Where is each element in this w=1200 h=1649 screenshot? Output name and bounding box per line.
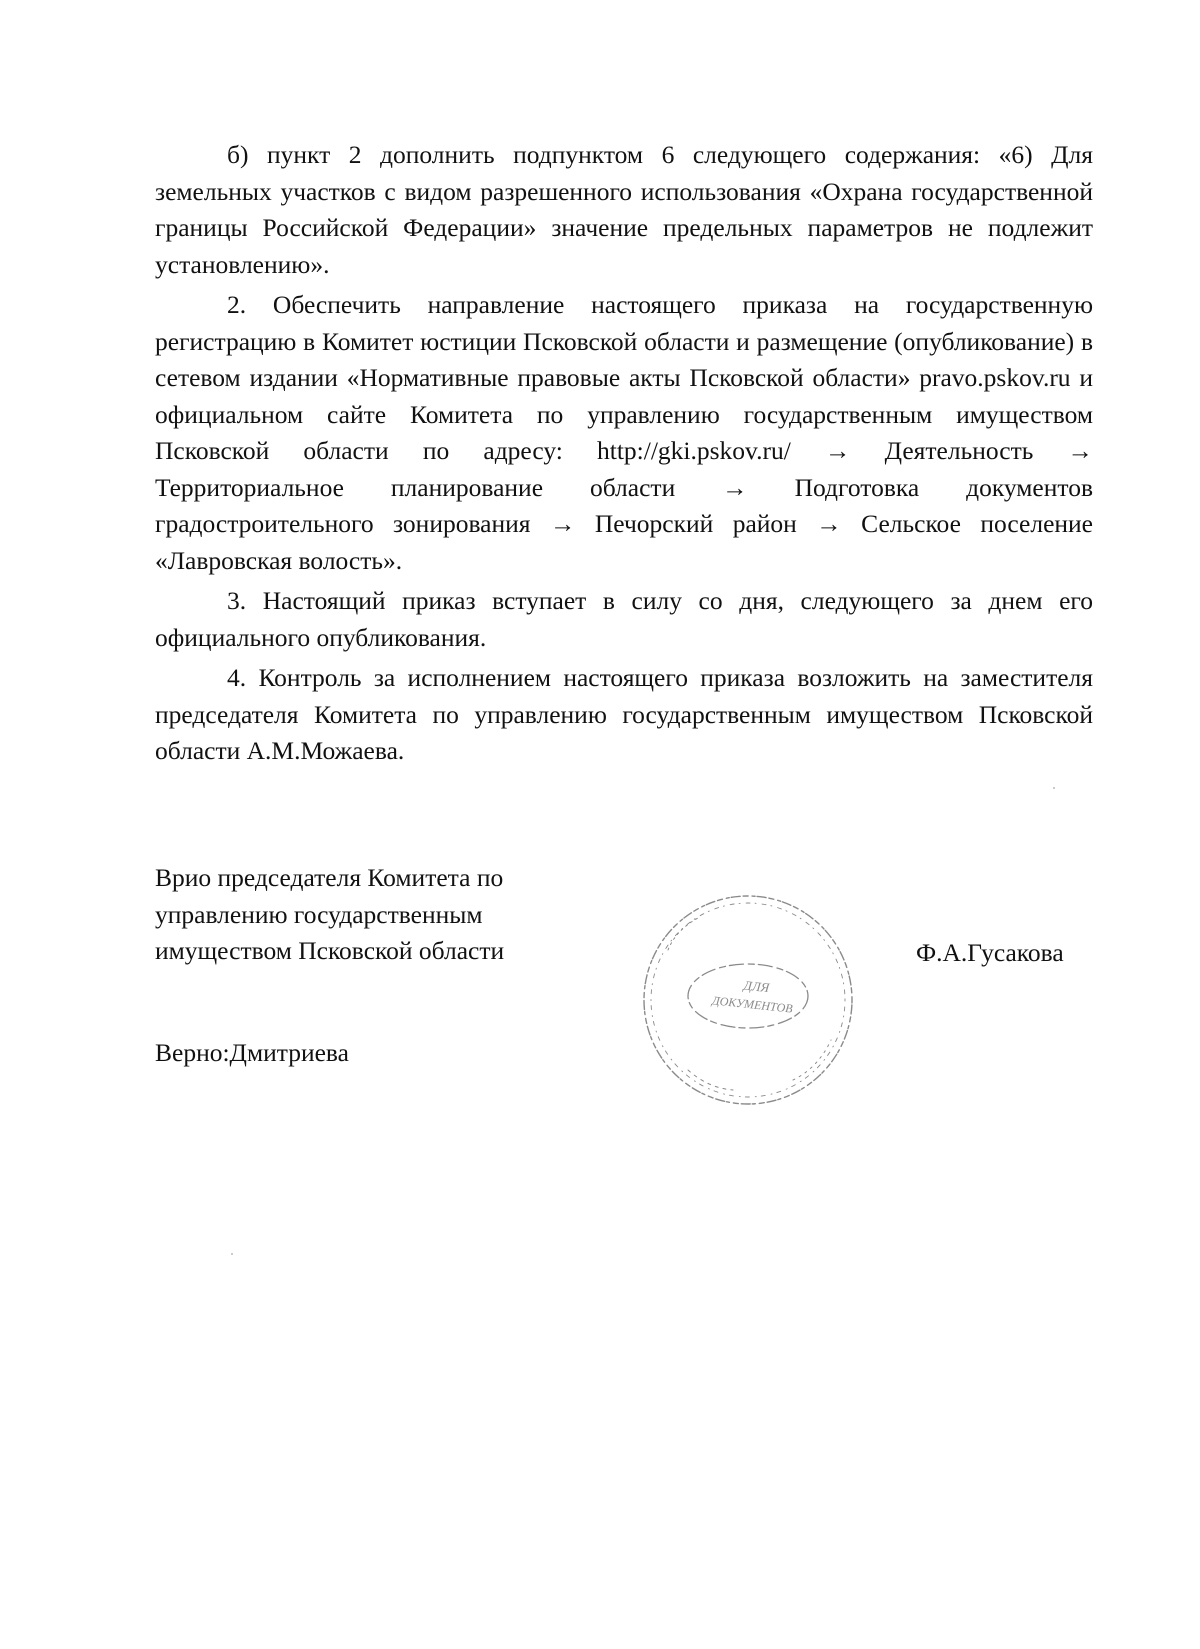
signatory-title-line: имуществом Псковской области [155,936,505,965]
certified-copy-note: Верно:Дмитриева [155,1038,349,1067]
signatory-title-line: Врио председателя Комитета по [155,863,504,892]
paragraph-item-4: 4. Контроль за исполнением настоящего приказа возложить на заместителя председателя Комитета по управлению государственным имуществом Псковской области А.М.Можаева. [155,663,1093,765]
signatory-name: Ф.А.Гусакова [916,938,1064,967]
scan-speck [231,1253,233,1255]
paragraph-item-2: 2. Обеспечить направление настоящего приказа на государственную регистрацию в Комитет юстиции Псковской области и размещение (опубликование) в сетевом издании «Нормативные правовые акты Псковской области» pravo.pskov.ru и официальном сайте Комитета по управлению государственным имуществом Псковской области по адресу: http://gki.pskov.ru/ → Деятельность → Территориальное планирование области → Подготовка документов градостроительного зонирования → Печорский район → Сельское поселение «Лавровская волость». [155,290,1093,575]
document-body [155,137,1093,774]
official-stamp [628,880,868,1120]
scan-speck [1053,787,1055,789]
signatory-title-line: управлению государственным [155,899,483,929]
paragraph-item-3: 3. Настоящий приказ вступает в силу со дня, следующего за днем его официального опубликования. [155,586,1093,652]
paragraph-amendment-b: б) пункт 2 дополнить подпунктом 6 следующего содержания: «6) Для земельных участков с видом разрешенного использования «Охрана государственной границы Российской Федерации» значение предельных параметров не подлежит установлению». [155,140,1093,279]
signatory-title [155,860,504,970]
stamp-text-top: ДЛЯ [742,977,770,996]
stamp-text-bottom: ДОКУМЕНТОВ [711,993,794,1016]
